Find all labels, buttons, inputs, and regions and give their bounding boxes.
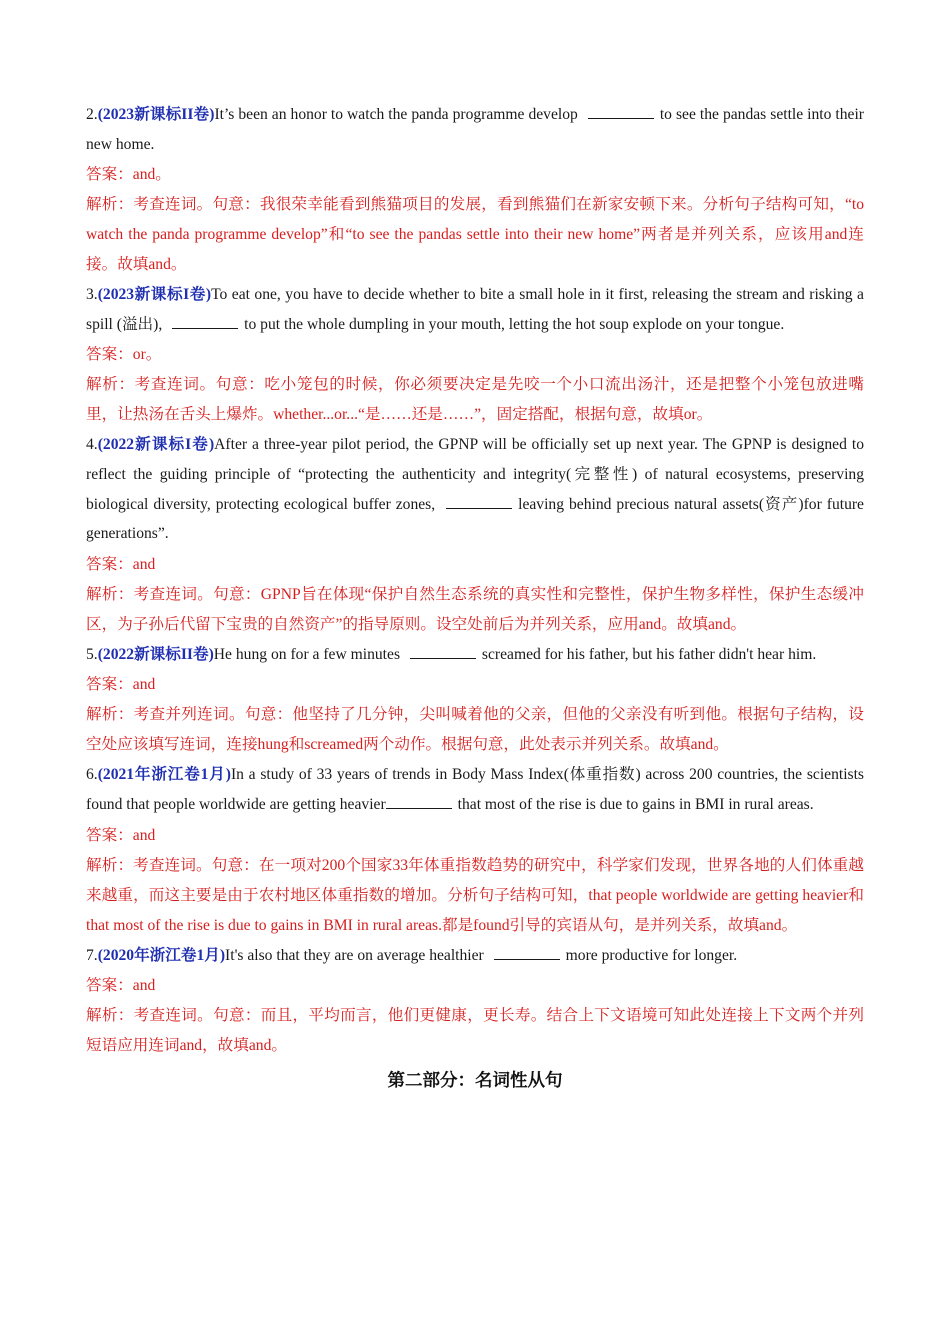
- question-item-7: [86, 941, 864, 1062]
- answer-line: 答案：and: [86, 977, 156, 995]
- question-stem-before: It's also that they are on average healthier: [225, 946, 484, 964]
- question-text: [86, 760, 864, 819]
- answer-line: 答案：and: [86, 826, 156, 844]
- question-source: (2021年浙江卷1月): [97, 766, 231, 784]
- explanation-text: 解析：考查连词。句意：吃小笼包的时候，你必须要决定是先咬一个小口流出汤汁，还是把整个小笼包放进嘴里，让热汤在舌头上爆炸。whether...or...“是……还是……”，固定搭配，根据句意，故填or。: [86, 376, 864, 424]
- question-number: 4.: [86, 436, 98, 454]
- question-stem-after: that most of the rise is due to gains in BMI in rural areas.: [457, 795, 814, 813]
- question-stem-after: to see the pandas settle into their new home.: [86, 106, 865, 153]
- question-number: 2.: [86, 106, 98, 123]
- question-source: (2023新课标I卷): [97, 286, 212, 304]
- answer-line: 答案：or。: [86, 346, 162, 364]
- section-heading: 第二部分：名词性从句: [387, 1070, 563, 1091]
- answer-line: 答案：and: [86, 676, 156, 694]
- question-number: 3.: [86, 286, 98, 304]
- question-source: (2023新课标II卷): [97, 106, 215, 123]
- question-text: [86, 280, 864, 339]
- question-text: [86, 100, 864, 159]
- question-item-3: [86, 280, 864, 430]
- answer-line: 答案：and: [86, 555, 156, 573]
- question-number: 6.: [86, 766, 98, 784]
- answer-blank: [172, 327, 238, 329]
- explanation-text: 解析：考查连词。句意：GPNP旨在体现“保护自然生态系统的真实性和完整性，保护生物多样性，保护生态缓冲区，为子孙后代留下宝贵的自然资产”的指导原则。设空处前后为并列关系，应用and。故填and。: [86, 585, 864, 633]
- question-number: 7.: [86, 946, 98, 964]
- question-stem-after: leaving behind precious natural assets(资产)for future generations”.: [86, 495, 864, 543]
- explanation-text: 解析：考查并列连词。句意：他坚持了几分钟，尖叫喊着他的父亲，但他的父亲没有听到他。根据句子结构，设空处应该填写连词，连接hung和screamed两个动作。根据句意，此处表示并列关系。故填and。: [86, 706, 864, 754]
- answer-blank: [588, 117, 654, 119]
- answer-line: 答案：and。: [86, 166, 171, 184]
- question-stem-before: In a study of 33 years of trends in Body Mass Index(体重指数) across 200 countries, the scientists found that people worldwide are getting heavier: [86, 766, 864, 813]
- explanation-text: 解析：考查连词。句意：而且，平均而言，他们更健康，更长寿。结合上下文语境可知此处连接上下文两个并列短语应用连词and，故填and。: [86, 1007, 864, 1055]
- explanation-text: 解析：考查连词。句意：我很荣幸能看到熊猫项目的发展，看到熊猫们在新家安顿下来。分析句子结构可知，“to watch the panda programme develop”和“to see the pandas settle into their new home”两者是并列关系，应该用and连接。故填and。: [86, 196, 864, 274]
- question-stem-after: more productive for longer.: [565, 946, 738, 964]
- question-stem-before: It’s been an honor to watch the panda programme develop: [214, 106, 578, 123]
- question-source: (2022新课标II卷): [97, 645, 214, 663]
- question-item-2: [86, 100, 864, 280]
- question-stem-before: To eat one, you have to decide whether to bite a small hole in it first, releasing the stream and risking a spill (溢出),: [86, 286, 864, 333]
- explanation-text: 解析：考查连词。句意：在一项对200个国家33年体重指数趋势的研究中，科学家们发现，世界各地的人们体重越来越重，而这主要是由于农村地区体重指数的增加。分析句子结构可知，that people worldwide are getting heavier和that most of the rise is due to gains in BMI in rural areas.都是found引导的宾语从句，是并列关系，故填and。: [86, 856, 864, 934]
- question-stem-after: to put the whole dumpling in your mouth, letting the hot soup explode on your tongue.: [244, 315, 785, 333]
- question-source: (2022新课标I卷): [97, 436, 215, 454]
- answer-blank: [386, 807, 452, 809]
- answer-blank: [446, 507, 512, 509]
- question-text: [86, 430, 864, 548]
- question-number: 5.: [86, 645, 98, 663]
- question-item-4: [86, 430, 864, 639]
- question-source: (2020年浙江卷1月): [97, 946, 226, 964]
- question-stem-before: After a three-year pilot period, the GPNP will be officially set up next year. The GPNP is designed to reflect the guiding principle of “protecting the authenticity and integrity(完整性) of natural ecosystems, preserving biological diversity, protecting ecological buffer zones,: [86, 436, 864, 513]
- question-item-6: [86, 760, 864, 940]
- answer-blank: [494, 958, 560, 960]
- answer-blank: [410, 657, 476, 659]
- question-stem-after: screamed for his father, but his father didn't hear him.: [481, 645, 817, 663]
- question-item-5: [86, 640, 864, 761]
- question-stem-before: He hung on for a few minutes: [213, 645, 401, 663]
- question-text: [86, 640, 864, 670]
- question-list: [86, 100, 864, 1095]
- question-text: [86, 941, 864, 971]
